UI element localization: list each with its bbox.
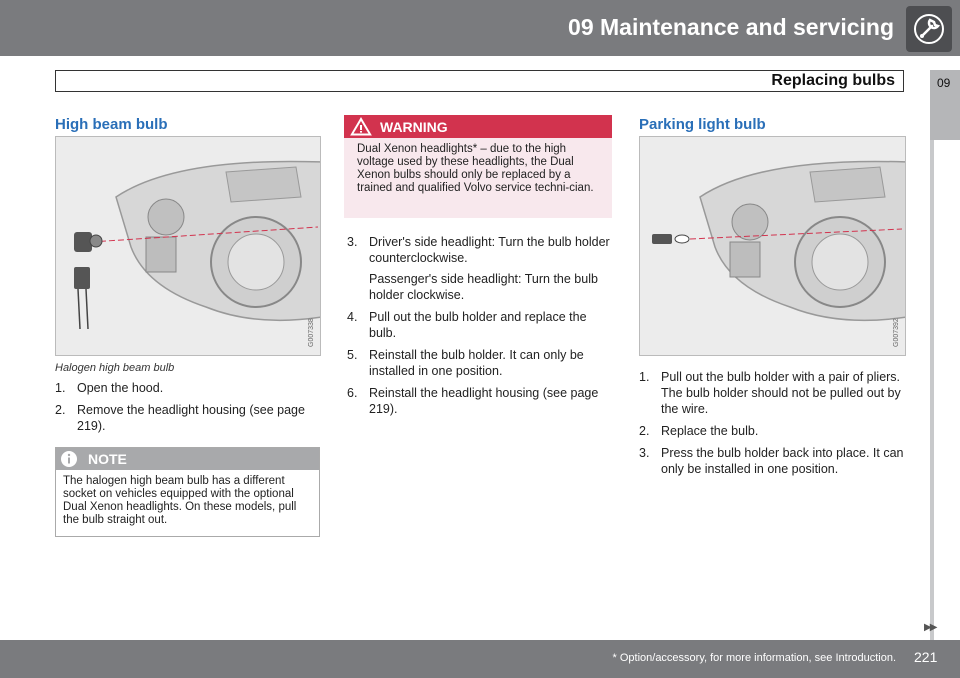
list-item: 3. Press the bulb holder back into place. It can only be installed in one position.: [639, 446, 904, 476]
note-box: [55, 447, 320, 537]
high-beam-heading: High beam bulb: [55, 116, 168, 133]
photo-code: G007338: [308, 318, 315, 347]
warning-box: [344, 115, 612, 218]
footer-note: * Option/accessory, for more information, see Introduction.: [612, 652, 896, 664]
warning-label: WARNING: [380, 119, 448, 135]
side-rule-inner: [934, 140, 960, 640]
next-page-icon: ▶▶: [924, 622, 936, 633]
high-beam-steps: [55, 380, 317, 440]
photo-code: G007392: [893, 318, 900, 347]
parking-light-photo: [639, 136, 906, 356]
page-number: 221: [914, 649, 938, 665]
warning-triangle-icon: [350, 117, 372, 141]
high-beam-photo: [55, 136, 321, 356]
list-item: 5. Reinstall the bulb holder. It can only be installed in one position.: [347, 348, 584, 378]
chapter-tab: [930, 70, 960, 140]
info-icon: [60, 450, 78, 473]
warning-header: [344, 115, 612, 138]
list-item: 6. Reinstall the headlight housing (see page 219).: [347, 386, 599, 416]
parking-light-steps: [639, 369, 911, 483]
list-item: 2. Remove the headlight housing (see page 219).: [55, 403, 305, 433]
photo-caption: Halogen high beam bulb: [55, 362, 175, 374]
list-item: 3. Driver's side headlight: Turn the bulb holder counterclockwise. Passenger's side headlight: Turn the bulb holder clockwise.: [347, 235, 610, 302]
section-title: Replacing bulbs: [771, 72, 895, 89]
note-label: NOTE: [88, 451, 127, 467]
warning-text: Dual Xenon headlights* – due to the high voltage used by these headlights, the Dual Xenon bulbs should only be replaced by a trained and qualified Volvo service techni-cian.: [357, 143, 594, 194]
list-item: 1. Pull out the bulb holder with a pair of pliers. The bulb holder should not be pulled out by the wire.: [639, 370, 901, 416]
replace-steps: [347, 234, 613, 423]
note-header: [56, 448, 319, 470]
chapter-title: 09 Maintenance and servicing: [568, 14, 894, 40]
list-item: 2. Replace the bulb.: [639, 424, 759, 438]
list-item: 1. Open the hood.: [55, 381, 164, 395]
list-item: 4. Pull out the bulb holder and replace the bulb.: [347, 310, 587, 340]
section-bar: [55, 70, 904, 92]
chapter-tab-label: 09: [937, 76, 951, 90]
note-text: The halogen high beam bulb has a different socket on vehicles equipped with the optional Dual Xenon headlights. On these models, pull the bulb straight out.: [63, 475, 297, 526]
parking-light-heading: Parking light bulb: [639, 116, 766, 133]
wrench-icon: [906, 6, 952, 52]
